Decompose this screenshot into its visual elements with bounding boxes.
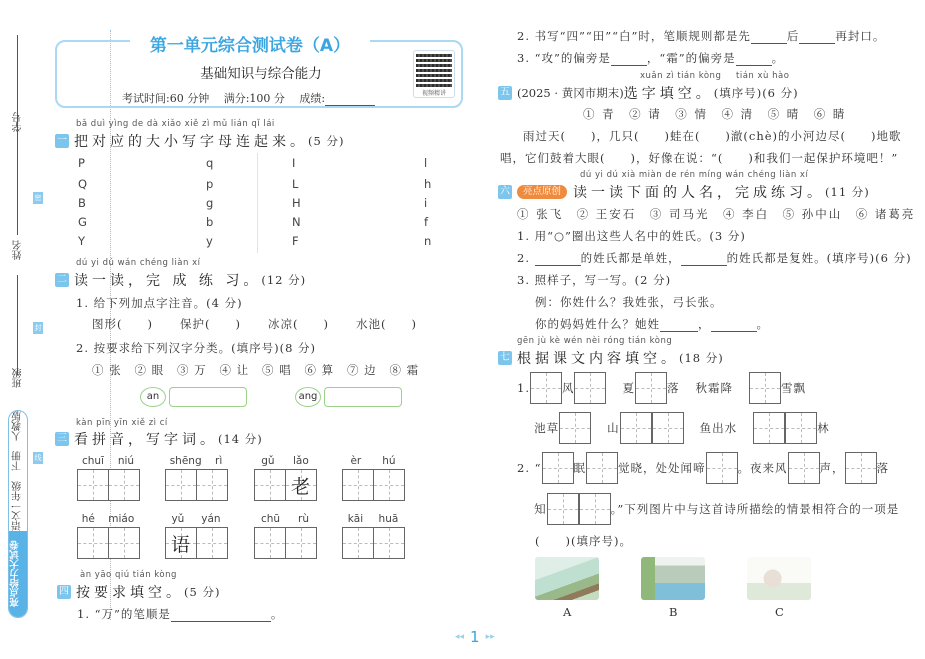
writing-grid [163, 527, 229, 559]
writing-cell[interactable] [108, 469, 140, 501]
writing-grid [252, 527, 318, 559]
section-score: (14 分) [218, 432, 263, 446]
writing-cell[interactable] [373, 469, 405, 501]
group-label: ang [295, 387, 321, 407]
answer-blank[interactable] [535, 265, 581, 266]
example-text: 例：你姓什么？我姓张，弓长张。 [535, 295, 723, 309]
syllable: yǔ [171, 513, 185, 525]
syllable: kāi [347, 513, 364, 525]
group-label: an [140, 387, 166, 407]
row-text: 山 [607, 421, 620, 435]
answer-blank[interactable] [799, 43, 835, 44]
question-text: 1. 给下列加点字注音。(4 分) [76, 296, 243, 310]
letter-item[interactable]: q [206, 156, 214, 170]
paper-subtitle: 基础知识与综合能力 [200, 66, 322, 82]
answer-blank[interactable] [681, 265, 727, 266]
question-text: 2. 按要求给下列汉字分类。(填序号)(8 分) [76, 341, 317, 355]
section-score: (5 分) [184, 585, 221, 599]
section-title: 读一读下面的人名，完成练习。 [573, 185, 826, 201]
section-number: 三 [57, 433, 67, 444]
exam-info [122, 90, 375, 106]
writing-cell[interactable] [586, 452, 618, 484]
syllable: huā [378, 513, 399, 525]
page-number: 1 [470, 628, 480, 646]
section-pinyin: àn yāo qiú tián kòng [80, 570, 177, 580]
word-pinyin [163, 513, 229, 527]
syllable: gǔ [261, 455, 275, 467]
cell-char [343, 470, 373, 500]
question-label: 再封口。 [835, 29, 886, 43]
writing-cell[interactable] [706, 452, 738, 484]
cell-char [78, 528, 108, 558]
fill-row [517, 372, 806, 404]
section-pinyin: dú yi dú xià miàn de rén míng wán chéng liàn xí [580, 170, 809, 180]
letter-item[interactable]: h [424, 177, 432, 191]
class-label: 班级 [13, 368, 24, 388]
writing-cell[interactable] [753, 412, 785, 444]
char-option: ③ 万 [177, 363, 207, 377]
writing-grid [75, 469, 141, 501]
letter-item[interactable]: Q [78, 177, 88, 191]
prev-arrows-icon: ◂◂ [455, 632, 465, 642]
question-label: 。 [771, 51, 785, 65]
writing-grid [75, 527, 141, 559]
answer-prompt: ( )(填序号)。 [535, 534, 632, 548]
word-pinyin [252, 455, 318, 469]
answer-blank[interactable] [736, 65, 772, 66]
section-7-heading [498, 348, 724, 368]
group-ang [295, 387, 402, 407]
syllable: hé [81, 513, 95, 525]
brand-badge [8, 410, 28, 618]
writing-cell[interactable] [788, 452, 820, 484]
writing-cell[interactable] [785, 412, 817, 444]
passage-line: 唱，它们鼓着大眼( )，好像在说：“( )和我们一起保护环境吧！” [500, 151, 899, 165]
writing-grid [340, 469, 406, 501]
row-text: 池草 [517, 421, 560, 435]
column-divider [257, 153, 258, 253]
row-text: 落 [666, 381, 680, 395]
answer-blank[interactable] [751, 43, 787, 44]
paper-title: 第一单元综合测试卷（A） [130, 31, 370, 56]
pinyin-word [163, 455, 229, 501]
word-pinyin [163, 455, 229, 469]
writing-grid [252, 469, 318, 501]
word-item: 水池( ) [356, 317, 417, 331]
writing-cell[interactable] [373, 527, 405, 559]
cell-char [166, 470, 196, 500]
row-text: 2. “ [517, 461, 542, 475]
cell-char [374, 528, 404, 558]
section-score: (12 分) [261, 273, 307, 287]
syllable: èr [350, 455, 362, 467]
question-text: 1. 用“○”圈出这些人名中的姓氏。(3 分) [517, 229, 746, 243]
writing-cell[interactable] [77, 469, 109, 501]
next-arrows-icon: ▸▸ [485, 632, 495, 642]
writing-cell[interactable] [196, 527, 228, 559]
row-text: 1. [517, 381, 530, 395]
cell-char: 语 [170, 533, 190, 556]
syllable: rì [215, 455, 223, 467]
fill-row [517, 452, 889, 484]
section-pinyin: gēn jù kè wén nèi róng tián kòng [517, 336, 673, 346]
row-text: 眠 [573, 461, 587, 475]
picture-label: C [775, 605, 784, 619]
writing-cell[interactable] [342, 469, 374, 501]
pinyin-word [252, 455, 318, 501]
word-pinyin [340, 455, 406, 469]
section-1-heading [55, 131, 344, 151]
question-text [517, 28, 885, 44]
row-text: 落 [876, 461, 890, 475]
writing-cell[interactable] [77, 527, 109, 559]
letter-item[interactable]: N [292, 215, 301, 229]
pinyin-word [340, 513, 406, 559]
section-title: 把对应的大小写字母连起来。 [74, 134, 308, 150]
char-option: ⑥ 算 [304, 363, 335, 377]
letter-item[interactable]: n [424, 234, 432, 248]
writing-cell[interactable] [579, 493, 611, 525]
section-number: 一 [57, 135, 67, 146]
writing-cell[interactable] [749, 372, 781, 404]
row-text: 。夜来风 [737, 461, 788, 475]
qr-caption: 视频精讲 [421, 90, 446, 97]
section-number: 六 [500, 186, 510, 197]
pinyin-word [75, 455, 141, 501]
section-score: (18 分) [679, 351, 724, 365]
syllable: shēng [169, 455, 202, 467]
group-an [140, 387, 247, 407]
writing-cell[interactable] [254, 527, 286, 559]
section-pinyin: kàn pīn yīn xiě zì cí [76, 418, 168, 428]
writing-cell[interactable] [342, 527, 374, 559]
section-number: 二 [57, 274, 67, 285]
letter-item[interactable]: f [424, 215, 429, 229]
section-2-heading [55, 270, 306, 290]
letter-item[interactable]: H [292, 196, 301, 210]
question-label: 的姓氏都是复姓。(填序号)(6 分) [726, 251, 912, 265]
answer-blank[interactable] [171, 621, 271, 622]
letter-item[interactable]: P [78, 156, 85, 170]
cell-char [109, 528, 139, 558]
char-option: ① 张 [92, 363, 122, 377]
word-pinyin [340, 513, 406, 527]
section-title: 根据课文内容填空。 [517, 351, 679, 367]
answer-blank[interactable] [660, 331, 698, 332]
pinyin-word [163, 513, 229, 559]
syllable: rù [298, 513, 309, 525]
letter-item[interactable]: i [424, 196, 428, 210]
writing-cell[interactable] [652, 412, 684, 444]
brand-label: 亮点给力大试卷 [9, 531, 27, 617]
writing-cell[interactable] [285, 469, 317, 501]
page-footer [455, 628, 495, 646]
section-number: 四 [59, 586, 69, 597]
section-6-heading [498, 182, 870, 202]
section-pinyin: tián xù hào [736, 71, 790, 81]
section-5-heading [498, 83, 799, 103]
writing-cell[interactable] [108, 527, 140, 559]
question-text: 你的妈妈姓什么？她姓 ， 。 [535, 317, 769, 331]
row-text: 。”下列图片中与这首诗所描绘的情景相符合的一项是 [610, 502, 900, 516]
name-line [17, 275, 18, 375]
row-text: 风 [561, 381, 575, 395]
char-option: ⑤ 唱 [262, 363, 292, 377]
cell-char [343, 528, 373, 558]
word-pinyin [75, 513, 141, 527]
letter-item[interactable]: l [424, 156, 428, 170]
cell-char [255, 470, 285, 500]
word-item: 保护( ) [180, 317, 241, 331]
fill-row [517, 412, 830, 444]
writing-cell[interactable] [574, 372, 606, 404]
syllable: niú [117, 455, 135, 467]
name-list: ① 张飞 ② 王安石 ③ 司马光 ④ 李白 ⑤ 孙中山 ⑥ 诸葛亮 [517, 207, 916, 221]
pinyin-word [75, 513, 141, 559]
writing-cell[interactable] [559, 412, 591, 444]
writing-cell[interactable] [254, 469, 286, 501]
fill-row [517, 493, 899, 525]
word-item: 冰凉( ) [268, 317, 329, 331]
writing-cell[interactable] [547, 493, 579, 525]
passage-line: 雨过天( )，几只( )蛙在( )澈(chè)的小河边尽( )地歌 [523, 129, 902, 143]
row-text: 觉晓，处处闻啼 [618, 461, 706, 475]
letter-item[interactable]: b [206, 215, 214, 229]
writing-cell[interactable] [620, 412, 652, 444]
letter-item[interactable]: I [292, 156, 296, 170]
section-title: 读一读，完 成 练 习。 [74, 273, 262, 289]
section-title: 按要求填空。 [76, 585, 184, 601]
question-label: 3. “攻”的偏旁是 [517, 51, 611, 65]
question-text: 3. 照样子，写一写。(2 分) [517, 273, 672, 287]
seal-mark: 封 [34, 324, 42, 332]
picture-b-bamboo[interactable] [641, 557, 705, 600]
syllable: miáo [108, 513, 135, 525]
question-label: 2. [517, 251, 530, 265]
cell-char: 老 [290, 475, 310, 498]
highlight-tag: 亮点原创 [517, 185, 567, 199]
section-number: 七 [500, 352, 510, 363]
question-text [517, 50, 784, 66]
syllable: hú [382, 455, 396, 467]
cell-char [255, 528, 285, 558]
pinyin-word [340, 455, 406, 501]
writing-cell[interactable] [196, 469, 228, 501]
letter-item[interactable]: G [78, 215, 87, 229]
full-score: 满分:100 分 [223, 92, 285, 105]
section-score: (11 分) [825, 185, 870, 199]
seal-mark: 线 [34, 454, 42, 462]
section-source: (2025 · 黄冈市期末) [517, 86, 624, 100]
char-option: ⑧ 霜 [389, 363, 420, 377]
cell-char [197, 470, 227, 500]
section-pinyin: bǎ duì yìng de dà xiǎo xiě zì mǔ lián qǐ lái [76, 119, 275, 129]
cell-char [286, 528, 316, 558]
syllable: lǎo [292, 455, 309, 467]
cell-char [109, 470, 139, 500]
char-option: ⑦ 边 [347, 363, 377, 377]
row-text: 知 [517, 502, 547, 516]
picture-label: A [563, 605, 572, 619]
question-label: 1. “万”的笔顺是 [77, 607, 171, 621]
name-label: 姓名 [13, 240, 24, 260]
option-list: ① 青 ② 请 ③ 情 ④ 清 ⑤ 晴 ⑥ 睛 [583, 107, 847, 121]
student-no-line [17, 35, 18, 235]
char-option: ② 眼 [134, 363, 165, 377]
book-label: 语文一年级 下册 人教版 [12, 411, 24, 531]
answer-blank[interactable] [611, 65, 647, 66]
exam-time: 考试时间:60 分钟 [122, 92, 210, 105]
cell-char [197, 528, 227, 558]
row-text: 声， [819, 461, 845, 475]
question-label: ，“霜”的偏旁是 [646, 51, 736, 65]
writing-grid [340, 527, 406, 559]
qr-code[interactable] [413, 50, 455, 98]
writing-cell[interactable] [165, 469, 197, 501]
cell-char [374, 470, 404, 500]
section-pinyin: dú yi dú wán chéng liàn xí [76, 258, 201, 268]
row-text: 林 [817, 421, 830, 435]
letter-item[interactable]: y [206, 234, 213, 248]
question-label: 你的妈妈姓什么？她姓 [535, 317, 660, 331]
letter-item[interactable]: F [292, 234, 299, 248]
letter-item[interactable]: g [206, 196, 214, 210]
picture-a-boating[interactable] [535, 557, 599, 600]
word-item: 图形( ) [92, 317, 153, 331]
writing-grid [163, 469, 229, 501]
section-4-heading [57, 582, 220, 602]
picture-c-blossom[interactable] [747, 557, 811, 600]
writing-cell[interactable] [542, 452, 574, 484]
row-text: 鱼出水 [699, 421, 738, 435]
cell-char [78, 470, 108, 500]
question-text [517, 250, 912, 266]
score-label: 成绩: [299, 92, 326, 105]
section-pinyin: xuǎn zì tián kòng [640, 71, 722, 81]
section-title: 看拼音，写字词。 [74, 432, 218, 448]
question-label: 的姓氏都是单姓， [580, 251, 681, 265]
section-number: 五 [500, 87, 510, 98]
letter-item[interactable]: L [292, 177, 299, 191]
syllable: yán [201, 513, 221, 525]
letter-item[interactable]: B [78, 196, 86, 210]
writing-cell[interactable] [165, 527, 197, 559]
writing-cell[interactable] [530, 372, 562, 404]
answer-blank[interactable] [711, 331, 757, 332]
pinyin-word [252, 513, 318, 559]
question-label: 后 [786, 29, 800, 43]
row-text: 秋霜降 [695, 381, 733, 395]
row-text: 夏 [622, 381, 635, 395]
char-option: ④ 让 [219, 363, 250, 377]
question-label: 。 [756, 317, 769, 331]
writing-cell[interactable] [285, 527, 317, 559]
picture-label: B [669, 605, 678, 619]
student-no-label: 学号 [13, 112, 24, 132]
answer-box[interactable] [324, 387, 402, 407]
section-score: (填序号)(6 分) [713, 86, 799, 100]
syllable: chū [260, 513, 281, 525]
section-title: 选字填空。 [623, 86, 714, 102]
word-pinyin [75, 455, 141, 469]
syllable: chuī [81, 455, 104, 467]
answer-box[interactable] [169, 387, 247, 407]
letter-item[interactable]: p [206, 177, 214, 191]
row-text: 雪飘 [780, 381, 806, 395]
word-pinyin [252, 513, 318, 527]
question-text: 1. “万”的笔顺是 。 [77, 607, 284, 621]
section-3-heading [55, 429, 263, 449]
question-label: 2. 书写“四”“田”“白”时，笔顺规则都是先 [517, 29, 751, 43]
writing-cell[interactable] [845, 452, 877, 484]
section-score: (5 分) [308, 134, 345, 148]
qr-code-icon [416, 53, 452, 87]
seal-mark: 密 [34, 194, 42, 202]
score-blank[interactable] [325, 105, 375, 106]
writing-cell[interactable] [635, 372, 667, 404]
letter-item[interactable]: Y [78, 234, 86, 248]
